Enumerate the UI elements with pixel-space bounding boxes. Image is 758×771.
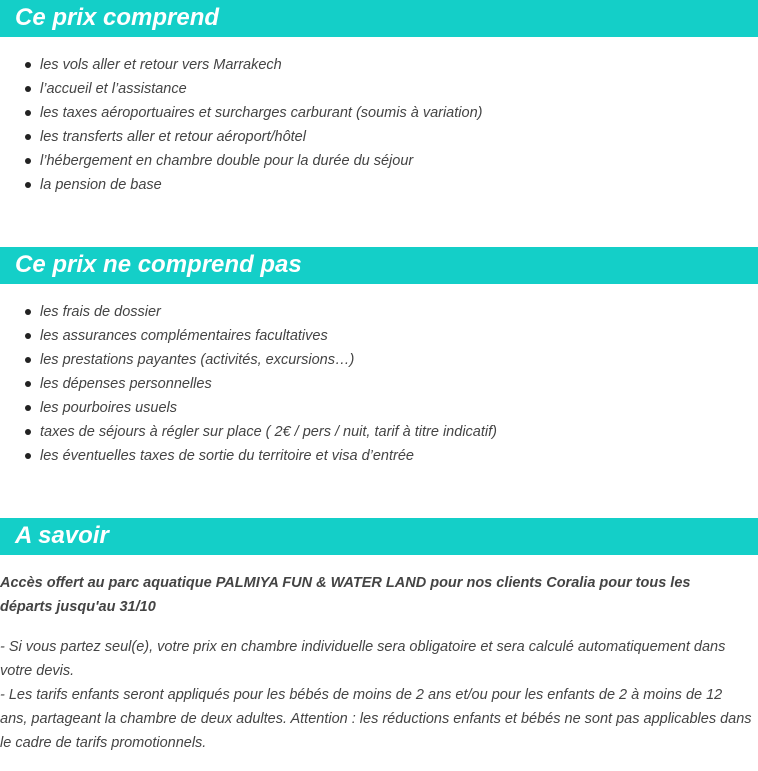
list-item xyxy=(0,149,482,173)
bullet-icon xyxy=(25,429,31,435)
bullet-icon xyxy=(25,110,31,116)
section-header-included xyxy=(0,0,758,37)
bullet-icon xyxy=(25,333,31,339)
list-item-text: taxes de séjours à régler sur place ( 2€ / pers / nuit, tarif à titre indicatif) xyxy=(40,424,497,440)
bullet-icon xyxy=(25,357,31,363)
list-item xyxy=(0,77,482,101)
list-item xyxy=(0,53,482,77)
list-item-text: les vols aller et retour vers Marrakech xyxy=(40,57,282,73)
list-item-text: la pension de base xyxy=(40,177,162,193)
section-title-info: A savoir xyxy=(15,522,109,549)
list-item-text: les pourboires usuels xyxy=(40,400,178,416)
included-list xyxy=(0,53,482,197)
list-item-text: les prestations payantes (activités, excursions…) xyxy=(40,352,355,368)
bullet-icon xyxy=(25,134,31,140)
bullet-icon xyxy=(25,381,31,387)
bullet-icon xyxy=(25,62,31,68)
bullet-icon xyxy=(25,453,31,459)
section-header-excluded xyxy=(0,247,758,284)
section-title-excluded: Ce prix ne comprend pas xyxy=(15,251,302,278)
section-title-included: Ce prix comprend xyxy=(15,4,220,31)
list-item xyxy=(0,173,482,197)
list-item xyxy=(0,420,497,444)
bullet-icon xyxy=(25,158,31,164)
list-item xyxy=(0,348,497,372)
list-item xyxy=(0,444,497,468)
list-item-text: les frais de dossier xyxy=(40,304,161,320)
list-item xyxy=(0,101,482,125)
excluded-list xyxy=(0,300,497,468)
list-item xyxy=(0,396,497,420)
list-item xyxy=(0,324,497,348)
list-item-text: les transferts aller et retour aéroport/hôtel xyxy=(40,129,306,145)
list-item-text: l’accueil et l’assistance xyxy=(40,81,187,97)
list-item xyxy=(0,125,482,149)
list-item-text: les assurances complémentaires facultatives xyxy=(40,328,328,344)
section-header-info xyxy=(0,518,758,555)
bullet-icon xyxy=(25,405,31,411)
bullet-icon xyxy=(25,86,31,92)
info-highlight: Accès offert au parc aquatique PALMIYA FUN & WATER LAND pour nos clients Coralia pour tous les départs jusqu'au 31/10 xyxy=(0,575,691,615)
list-item xyxy=(0,372,497,396)
list-item-text: l’hébergement en chambre double pour la durée du séjour xyxy=(40,153,414,169)
list-item-text: les taxes aéroportuaires et surcharges carburant (soumis à variation) xyxy=(40,105,483,121)
bullet-icon xyxy=(25,309,31,315)
info-note: - Si vous partez seul(e), votre prix en chambre individuelle sera obligatoire et sera calculé automatiquement dans votre devis. xyxy=(0,639,726,679)
bullet-icon xyxy=(25,182,31,188)
info-note: - Les tarifs enfants seront appliqués pour les bébés de moins de 2 ans et/ou pour les enfants de 2 à moins de 12 ans, partageant la chambre de deux adultes. Attention : les réductions enfants et bébés ne sont pas applicables dans le cadre de tarifs promotionnels. xyxy=(0,687,752,751)
list-item-text: les éventuelles taxes de sortie du territoire et visa d’entrée xyxy=(40,448,414,464)
list-item xyxy=(0,300,497,324)
list-item-text: les dépenses personnelles xyxy=(40,376,212,392)
info-notes xyxy=(0,635,752,755)
